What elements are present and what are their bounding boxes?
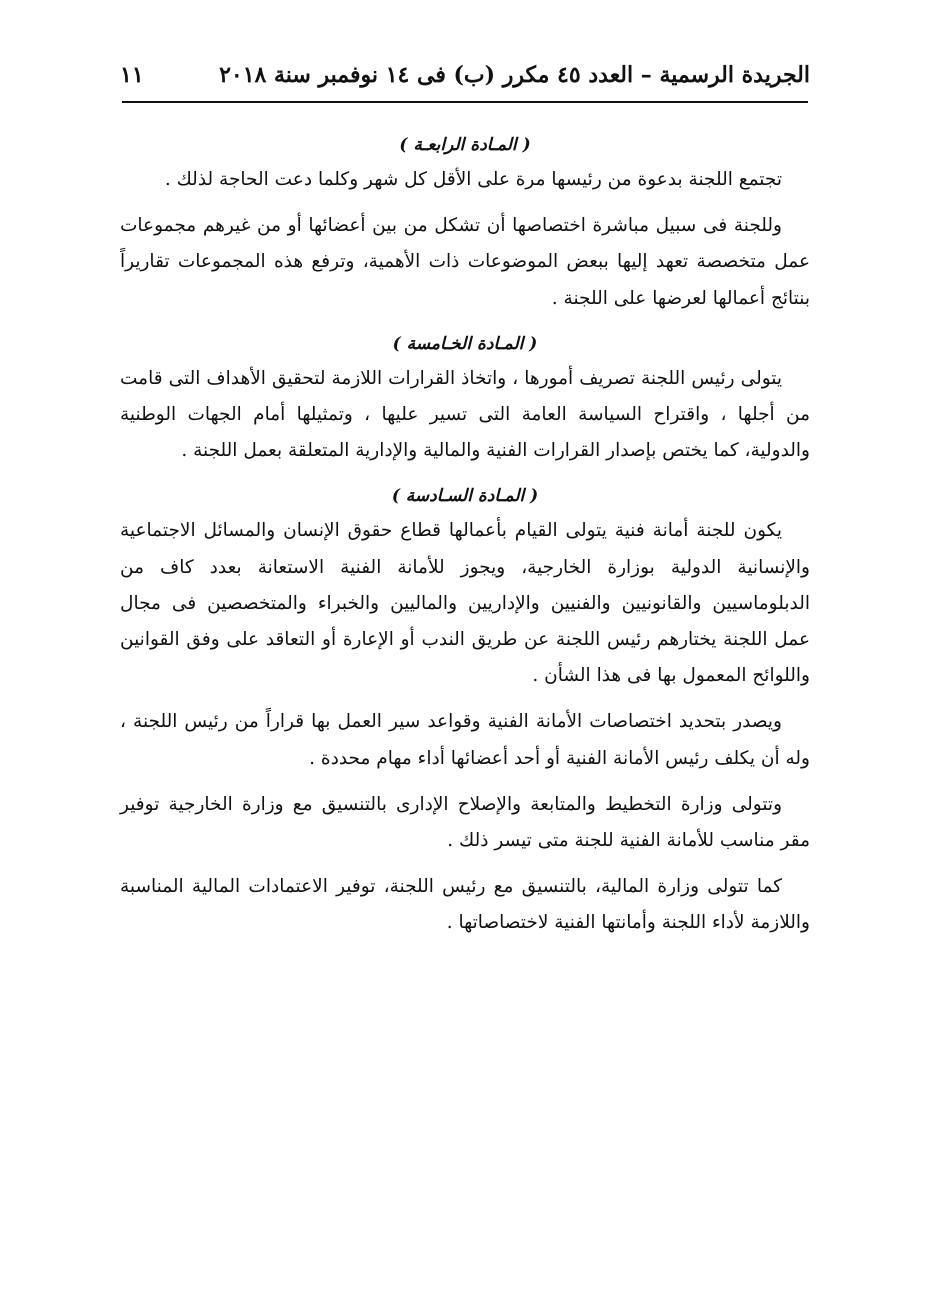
- paragraph: يكون للجنة أمانة فنية يتولى القيام بأعمالها قطاع حقوق الإنسان والمسائل الاجتماعية والإنسانية الدولية بوزارة الخارجية، ويجوز للأمانة الفنية الاستعانة بعدد كاف من الدبلوماسيين والقانونيين والفنيين والإداريين والماليين والخبراء والمتخصصين فى مجال عمل اللجنة يختارهم رئيس اللجنة عن طريق الندب أو الإعارة أو التعاقد على وفق القوانين واللوائح المعمول بها فى هذا الشأن .: [120, 520, 810, 687]
- document-body: [120, 128, 810, 952]
- article-5: [120, 327, 810, 470]
- paragraph: ويصدر بتحديد اختصاصات الأمانة الفنية وقواعد سير العمل بها قراراً من رئيس اللجنة ، وله أن يكلف رئيس الأمانة الفنية أو أحد أعضائها أداء مهام محددة .: [120, 711, 810, 769]
- paragraph: وللجنة فى سبيل مباشرة اختصاصها أن تشكل من بين أعضائها أو من غيرهم مجموعات عمل متخصصة تعهد إليها ببعض الموضوعات ذات الأهمية، وترفع هذه المجموعات تقاريراً بنتائج أعمالها لعرضها على اللجنة .: [120, 215, 810, 309]
- header-divider: [122, 101, 808, 103]
- article-heading: ( المـادة الرابعـة ): [399, 135, 531, 155]
- paragraph: يتولى رئيس اللجنة تصريف أمورها ، واتخاذ القرارات اللازمة لتحقيق الأهداف التى قامت من أجلها ، واقتراح السياسة العامة التى تسير عليها ، وتمثيلها أمام الجهات الوطنية والدولية، كما يختص بإصدار القرارات الفنية والمالية والإدارية المتعلقة بعمل اللجنة .: [120, 367, 810, 462]
- article-heading: ( المـادة السـادسة ): [391, 486, 539, 507]
- paragraph: تجتمع اللجنة بدعوة من رئيسها مرة على الأقل كل شهر وكلما دعت الحاجة لذلك .: [164, 169, 782, 190]
- page-header: [120, 55, 810, 95]
- article-6: [120, 479, 810, 941]
- article-4: [120, 128, 810, 317]
- article-heading: ( المـادة الخـامسة ): [392, 333, 538, 354]
- paragraph: وتتولى وزارة التخطيط والمتابعة والإصلاح الإدارى بالتنسيق مع وزارة الخارجية توفير مقر مناسب للأمانة الفنية للجنة متى تيسر ذلك .: [120, 793, 810, 852]
- paragraph: كما تتولى وزارة المالية، بالتنسيق مع رئيس اللجنة، توفير الاعتمادات المالية المناسبة واللازمة لأداء اللجنة وأمانتها الفنية لاختصاصاتها .: [120, 876, 810, 934]
- page-number: ١١: [120, 62, 144, 88]
- gazette-issue-title: الجريدة الرسمية – العدد ٤٥ مكرر (ب) فى ١٤ نوفمبر سنة ٢٠١٨: [219, 62, 810, 88]
